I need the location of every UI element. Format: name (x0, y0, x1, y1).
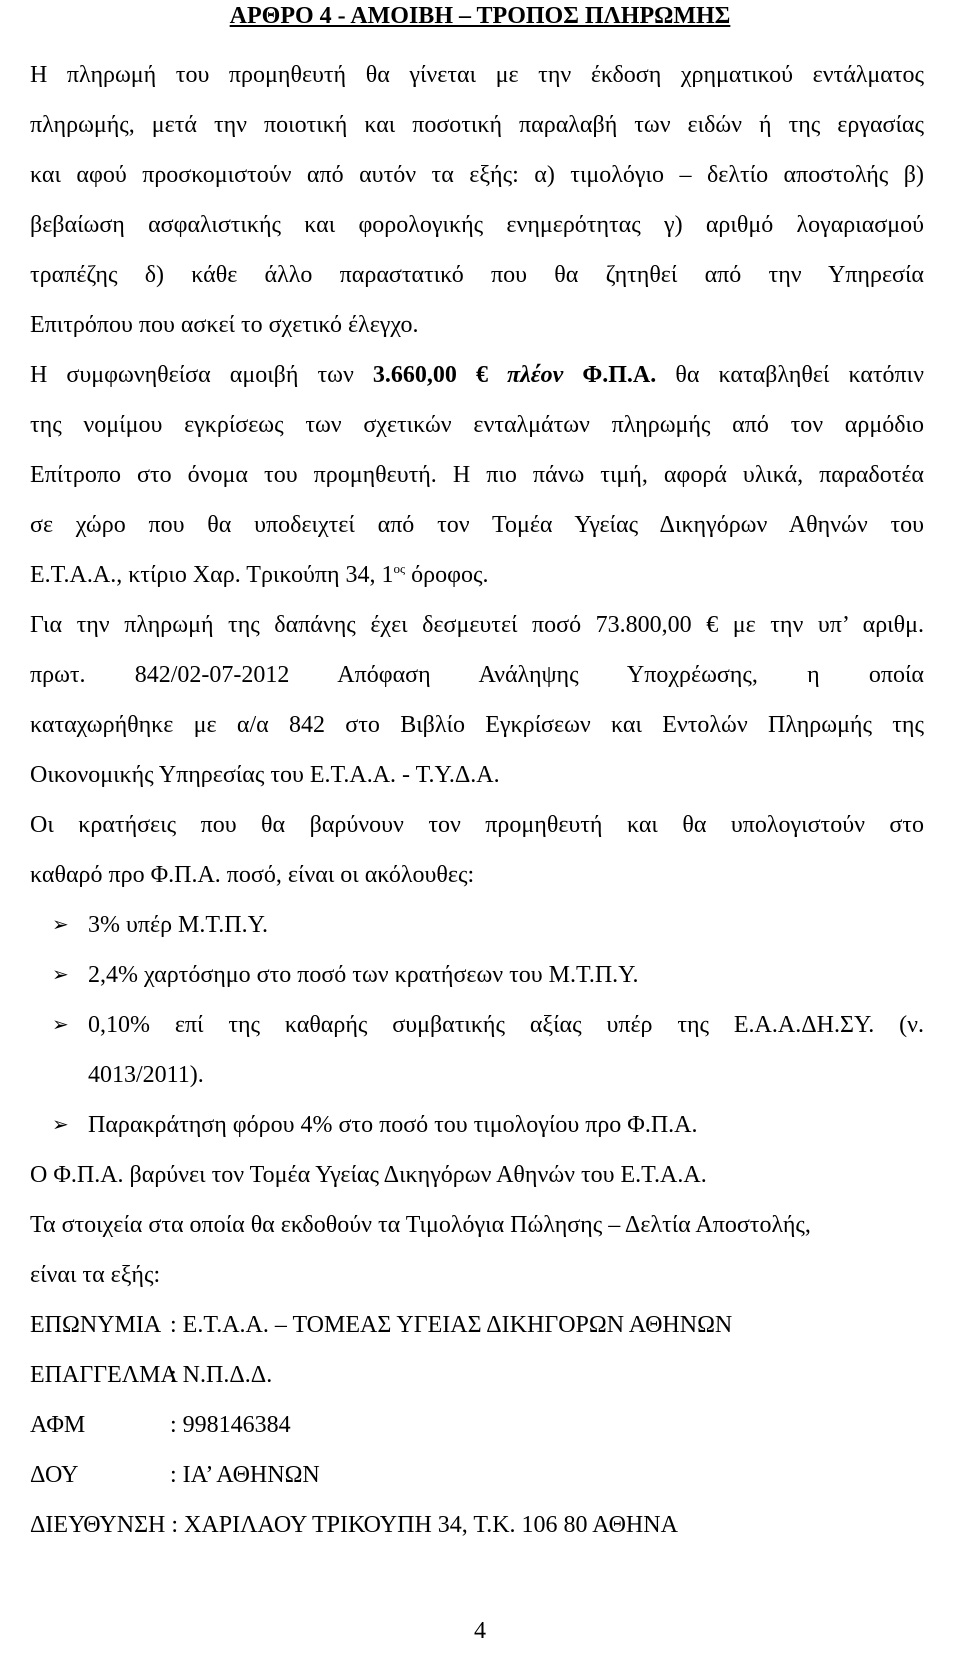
vat-text: Φ.Π.Α. (582, 362, 657, 388)
text-run: Ε.Τ.Α.Α., κτίριο Χαρ. Τρικούπη 34, 1 (30, 562, 394, 588)
arrow-bullet-icon: ➢ (52, 1014, 69, 1036)
text-run: όροφος. (405, 562, 489, 588)
field-address-line (30, 1508, 678, 1542)
arrow-bullet-icon: ➢ (52, 1114, 69, 1136)
paragraph-line: βεβαίωση ασφαλιστικής και φορολογικής ενημερότητας γ) αριθμό λογαριασμού (30, 212, 924, 238)
list-item: 0,10% επί της καθαρής συμβατικής αξίας υπέρ της Ε.Α.Α.ΔΗ.ΣΥ. (ν. (88, 1012, 924, 1038)
paragraph-line: Οι κρατήσεις που θα βαρύνουν τον προμηθευτή και θα υπολογιστούν στο (30, 812, 924, 838)
paragraph-line: τραπέζης δ) κάθε άλλο παραστατικό που θα ζητηθεί από την Υπηρεσία (30, 262, 924, 288)
list-item: 3% υπέρ Μ.Τ.Π.Υ. (88, 912, 268, 938)
field-label-tax-id: ΑΦΜ (30, 1412, 86, 1438)
field-value-tax-id: : 998146384 (170, 1412, 291, 1438)
paragraph-line: Για την πληρωμή της δαπάνης έχει δεσμευτεί ποσό 73.800,00 € με την υπ’ αριθμ. (30, 612, 924, 638)
field-label-name: ΕΠΩΝΥΜΙΑ (30, 1312, 162, 1338)
field-value-tax-office: : ΙΑ’ ΑΘΗΝΩΝ (170, 1462, 320, 1488)
list-item: 2,4% χαρτόσημο στο ποσό των κρατήσεων του Μ.Τ.Π.Υ. (88, 962, 639, 988)
paragraph-line: πληρωμής, μετά την ποιοτική και ποσοτική παραλαβή των ειδών ή της εργασίας (30, 112, 924, 138)
field-label-profession: ΕΠΑΓΓΕΛΜΑ (30, 1362, 178, 1388)
list-item-continuation: 4013/2011). (88, 1062, 204, 1088)
field-label-address: ΔΙΕΥΘΥΝΣΗ (30, 1512, 166, 1538)
arrow-bullet-icon: ➢ (52, 964, 69, 986)
field-label-tax-office: ΔΟΥ (30, 1462, 79, 1488)
paragraph-line (30, 558, 924, 592)
paragraph-line: πρωτ. 842/02-07-2012 Απόφαση Ανάληψης Υποχρέωσης, η οποία (30, 662, 924, 688)
paragraph-line: σε χώρο που θα υποδειχτεί από τον Τομέα Υγείας Δικηγόρων Αθηνών του (30, 512, 924, 538)
plus-text: πλέον (487, 362, 583, 388)
paragraph-line: καθαρό προ Φ.Π.Α. ποσό, είναι οι ακόλουθες: (30, 862, 475, 888)
field-value-name: : Ε.Τ.Α.Α. – ΤΟΜΕΑΣ ΥΓΕΙΑΣ ΔΙΚΗΓΟΡΩΝ ΑΘΗΝΩΝ (170, 1312, 733, 1338)
amount-text: 3.660,00 € (372, 362, 488, 388)
text-run: θα καταβληθεί κατόπιν (656, 362, 924, 388)
paragraph-line: Επιτρόπου που ασκεί το σχετικό έλεγχο. (30, 312, 419, 338)
paragraph-line: Τα στοιχεία στα οποία θα εκδοθούν τα Τιμολόγια Πώλησης – Δελτία Αποστολής, (30, 1212, 811, 1238)
paragraph-line: Ο Φ.Π.Α. βαρύνει τον Τομέα Υγείας Δικηγόρων Αθηνών του Ε.Τ.Α.Α. (30, 1162, 707, 1188)
ordinal-superscript: ος (393, 561, 406, 576)
paragraph-line (30, 358, 924, 392)
list-item: Παρακράτηση φόρου 4% στο ποσό του τιμολογίου προ Φ.Π.Α. (88, 1112, 698, 1138)
page-number: 4 (474, 1618, 486, 1644)
paragraph-line: της νομίμου εγκρίσεως των σχετικών ενταλμάτων πληρωμής από τον αρμόδιο (30, 412, 924, 438)
field-value-profession: : Ν.Π.Δ.Δ. (170, 1362, 273, 1388)
paragraph-line: καταχωρήθηκε με α/α 842 στο Βιβλίο Εγκρίσεων και Εντολών Πληρωμής της (30, 712, 924, 738)
arrow-bullet-icon: ➢ (52, 914, 69, 936)
text-run: Η συμφωνηθείσα αμοιβή των (30, 362, 373, 388)
field-value-address: : ΧΑΡΙΛΑΟΥ ΤΡΙΚΟΥΠΗ 34, Τ.Κ. 106 80 ΑΘΗΝΑ (165, 1512, 678, 1538)
paragraph-line: Οικονομικής Υπηρεσίας του Ε.Τ.Α.Α. - Τ.Υ.Δ.Α. (30, 762, 500, 788)
paragraph-line: είναι τα εξής: (30, 1262, 161, 1288)
paragraph-line: και αφού προσκομιστούν από αυτόν τα εξής: α) τιμολόγιο – δελτίο αποστολής β) (30, 162, 924, 188)
article-title: ΑΡΘΡΟ 4 - ΑΜΟΙΒΗ – ΤΡΟΠΟΣ ΠΛΗΡΩΜΗΣ (229, 3, 731, 29)
paragraph-line: Επίτροπο στο όνομα του προμηθευτή. Η πιο πάνω τιμή, αφορά υλικά, παραδοτέα (30, 462, 924, 488)
paragraph-line: Η πληρωμή του προμηθευτή θα γίνεται με την έκδοση χρηματικού εντάλματος (30, 62, 924, 88)
